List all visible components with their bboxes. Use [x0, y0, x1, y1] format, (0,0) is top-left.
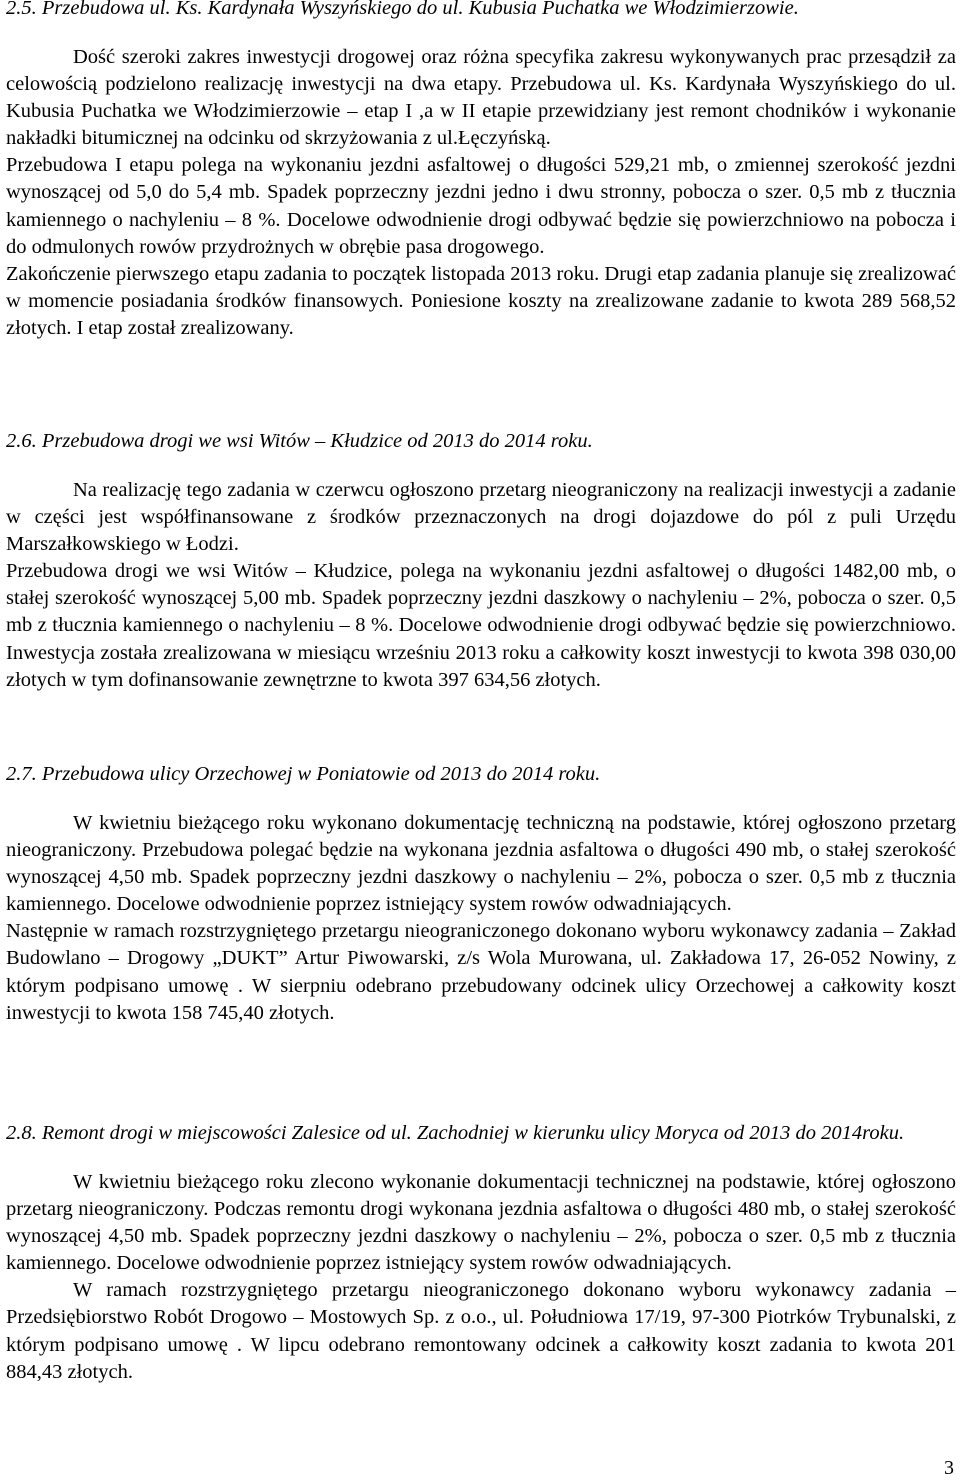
section-heading: 2.7. Przebudowa ulicy Orzechowej w Poniatowie od 2013 do 2014 roku. — [6, 763, 601, 785]
paragraph: W ramach rozstrzygniętego przetargu nieograniczonego dokonano wyboru wykonawcy zadania – Przedsiębiorstwo Robót Drogowo – Mostowych Sp. z o.o., ul. Południowa 17/19, 97-300 Piotrków Trybunalski, z którym podpisano umowę . W lipcu odebrano remontowany odcinek a całkowity koszt zadania to kwota 201 884,43 złotych. — [6, 1279, 956, 1383]
section-2-8 — [6, 1120, 956, 1386]
paragraph: Zakończenie pierwszego etapu zadania to początek listopada 2013 roku. Drugi etap zadania planuje się zrealizować w momencie posiadania środków finansowych. Poniesione koszty na zrealizowane zadanie to kwota 289 568,52 złotych. I etap został zrealizowany. — [6, 262, 956, 339]
section-2-5 — [6, 0, 956, 342]
page-number: 3 — [944, 1457, 954, 1479]
paragraph: Przebudowa drogi we wsi Witów – Kłudzice, polega na wykonaniu jezdni asfaltowej o długości 1482,00 mb, o stałej szerokość wynoszącej 5,00 mb. Spadek poprzeczny jezdni daszkowy o nachyleniu – 2%, pobocza o szer. 0,5 mb z tłucznia kamiennego o nachyleniu – 8 %. Docelowe odwodnienie drogi odbywać będzie się powierzchniowo. Inwestycja została zrealizowana w miesiącu wrześniu 2013 roku a całkowity koszt inwestycji to kwota 398 030,00 złotych w tym dofinansowanie zewnętrzne to kwota 397 634,56 złotych. — [6, 560, 956, 691]
paragraph: W kwietniu bieżącego roku zlecono wykonanie dokumentacji technicznej na podstawie, której ogłoszono przetarg nieograniczony. Podczas remontu drogi wykonana jezdnia asfaltowa o długości 480 mb, o stałej szerokość wynoszącej 4,50 mb. Spadek poprzeczny jezdni daszkowy o nachyleniu – 2%, pobocza o szer. 0,5 mb z tłucznia kamiennego. Docelowe odwodnienie poprzez istniejący system rowów odwadniających. — [6, 1171, 956, 1275]
section-heading: 2.8. Remont drogi w miejscowości Zalesice od ul. Zachodniej w kierunku ulicy Moryca od 2013 do 2014roku. — [6, 1122, 905, 1144]
paragraph: Na realizację tego zadania w czerwcu ogłoszono przetarg nieograniczony na realizacji inwestycji a zadanie w części jest współfinansowane z środków przeznaczonych na drogi dojazdowe do pól z puli Urzędu Marszałkowskiego w Łodzi. — [6, 479, 956, 556]
paragraph: Przebudowa I etapu polega na wykonaniu jezdni asfaltowej o długości 529,21 mb, o zmiennej szerokość jezdni wynoszącej od 5,0 do 5,4 mb. Spadek poprzeczny jezdni jedno i dwu stronny, pobocza o szer. 0,5 mb z tłucznia kamiennego o nachyleniu – 8 %. Docelowe odwodnienie drogi odbywać będzie się powierzchniowo na pobocza i do odmulonych rowów przydrożnych w obrębie pasa drogowego. — [6, 154, 956, 258]
paragraph: Następnie w ramach rozstrzygniętego przetargu nieograniczonego dokonano wyboru wykonawcy zadania – Zakład Budowlano – Drogowy „DUKT” Artur Piwowarski, z/s Wola Murowana, ul. Zakładowa 17, 26-052 Nowiny, z którym podpisano umowę . W sierpniu odebrano przebudowany odcinek ulicy Orzechowej a całkowity koszt inwestycji to kwota 158 745,40 złotych. — [6, 920, 956, 1024]
section-heading: 2.5. Przebudowa ul. Ks. Kardynała Wyszyńskiego do ul. Kubusia Puchatka we Włodzimierzowie. — [6, 0, 799, 19]
paragraph: W kwietniu bieżącego roku wykonano dokumentację techniczną na podstawie, której ogłoszono przetarg nieograniczony. Przebudowa polegać będzie na wykonana jezdnia asfaltowa o długości 490 mb, o stałej szerokość wynoszącej 4,50 mb. Spadek poprzeczny jezdni daszkowy o nachyleniu – 2%, pobocza o szer. 0,5 mb z tłucznia kamiennego. Docelowe odwodnienie poprzez istniejący system rowów odwadniających. — [6, 812, 956, 916]
paragraph: Dość szeroki zakres inwestycji drogowej oraz różna specyfika zakresu wykonywanych prac przesądził za celowością podzielono realizację inwestycji na dwa etapy. Przebudowa ul. Ks. Kardynała Wyszyńskiego do ul. Kubusia Puchatka we Włodzimierzowie – etap I ,a w II etapie przewidziany jest remont chodników i wykonanie nakładki bitumicznej na odcinku od skrzyżowania z ul.Łęczyńską. — [6, 46, 956, 150]
section-2-7 — [6, 761, 956, 1027]
section-2-6 — [6, 428, 956, 694]
section-heading: 2.6. Przebudowa drogi we wsi Witów – Kłudzice od 2013 do 2014 roku. — [6, 430, 593, 452]
